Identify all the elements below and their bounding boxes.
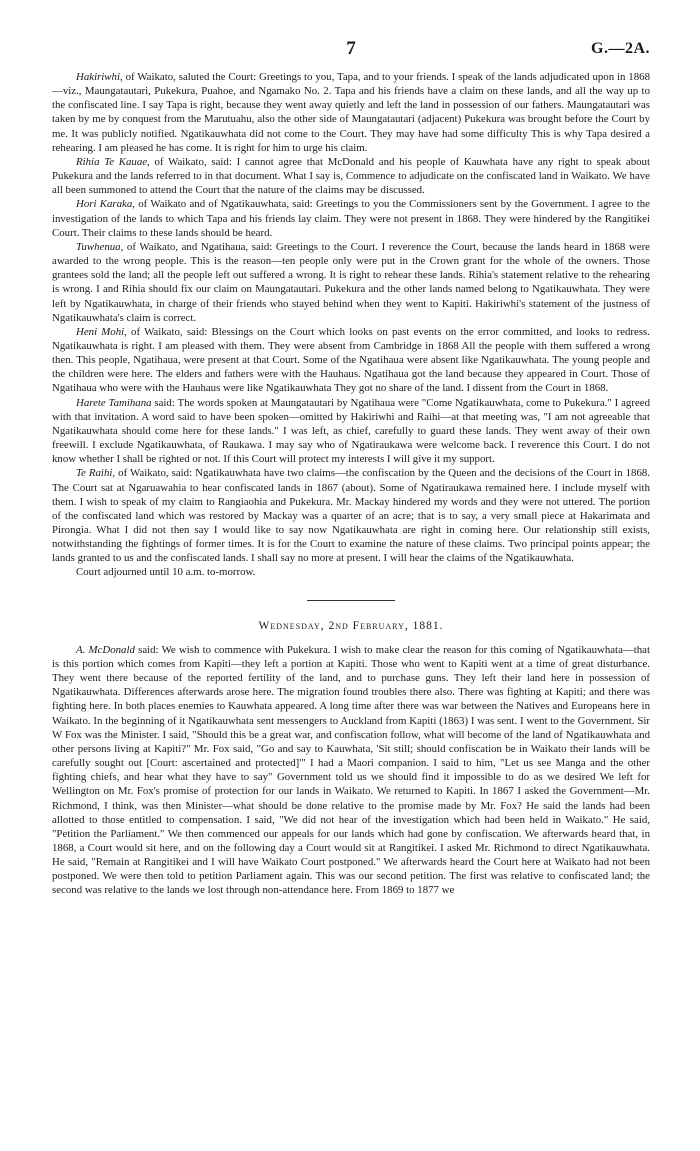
paragraph-text: said: The words spoken at Maungatautari by Ngatihaua were "Come Ngatikauwhata, come to Pukekura." I agreed with that invitation. A word said to have been spoken—omitted by Hakiriwhi and Raihi—at that meeting was, "I am not agreeable that Ngatikauwhata should come here for these lands." I was left, as chief, carefully to guard these lands. They went away of their own freewill. I exclude Ngatikauwhata, of Raukawa. I may say who of Ngatiraukawa were welcome back. I reverence this Court. I do not know whether I shall be righted or not. If this Court will protect my interests I will give it my support. [52, 396, 650, 466]
paragraph-mcdonald [52, 643, 650, 898]
paragraph-text: , of Waikato and of Ngatikauwhata, said: Greetings to you the Commissioners sent by the Government. I agree to the investigation of the lands to which Tapa and his friends lay claim. They were not present in 1868. They were hindered by the Rangitikei Court. Their claims to these lands should be heard. [52, 198, 650, 239]
paragraph-hori-karaka [52, 197, 650, 239]
section-divider [307, 600, 395, 601]
paragraph-harete [52, 396, 650, 467]
paragraph-text: , of Waikato, and Ngatihaua, said: Greetings to the Court. I reverence the Court, because the lands heard in 1868 were awarded to the wrong people. This is the reason—ten people only were put in the Crown grant for the whole of the owners. Those grantees sold the land; all the people left out suffered a wrong. It is right to rehear these lands. Rihia's statement relative to the rehearing is wrong. I and Rihia should fix our claim on Maungatautari. Pukekura and the other lands named belong to Ngatikauwhata. They were left by Ngatikauwhata, in charge of their friends who stayed behind when they went to Kapiti. Hakiriwhi's statement of the justness of Ngatikauwhata's claim is correct. [52, 240, 650, 324]
speaker-name: A. McDonald [76, 643, 135, 656]
paragraph-rihia [52, 155, 650, 197]
speaker-name: Rihia Te Kauae [76, 155, 148, 168]
page-header [52, 38, 650, 70]
speaker-name: Hakiriwhi [76, 71, 120, 83]
speaker-name: Hori Karaka [76, 198, 133, 211]
paragraph-text: , of Waikato, said: I cannot agree that McDonald and his people of Kauwhata have any right to speak about Pukekura and the lands referred to in that document. What I say is, Commence to adjudicate on the confiscated land in Waikato. We have all been summoned to attend the Court that the nature of the claims may be discussed. [52, 155, 650, 197]
paragraph-text: , of Waikato, saluted the Court: Greetings to you, Tapa, and to your friends. I speak of the lands adjudicated upon in 1868—viz., Maungatautari, Pukekura, Puahoe, and Ngamako No. 2. Tapa and his friends have a claim on these lands, and all the way up to the confiscated line. I say Tapa is right, because they went away quietly and left the land in possession of our fathers. Maungatautari was taken by me by conquest from the Marutuahu, also the other side of Maungatautari (adjacent) Pukekura was brought before the Court by me. It was publicly notified. Ngatikauwhata did not come to the Court. They may have had some difficulty This is why Tapa desired a rehearing. I am pleased he has come. It is right for him to urge his claim. [52, 71, 650, 154]
paragraph-text: , of Waikato, said: Ngatikauwhata have two claims—the confiscation by the Queen and the decisions of the Court in 1868. The Court sat at Ngaruawahia to hear confiscated lands in 1867 (about). Some of Ngatiraukawa remained here. I include myself with them. I wish to speak of my claim to Rangiaohia and Pukekura. Mr. Mackay hindered my words and they were not uttered. The portion of the confiscated land which was restored by Mackay was a quarter of an acre; that is to say, a very small piece at Hakarimata and Pirongia. What I did not then say I would like to say now Ngatikauwhata are right in coming here. Our relationship still exists, notwithstanding the fightings of former times. It is for the Court to examine the nature of these claims. Two principal points appear; the lands granted to us and the confiscated lands. I shall say no more at present. I will hear the claims of the Ngatikauwhata. [52, 467, 650, 565]
speaker-name: Harete Tamihana [76, 396, 152, 409]
speaker-name: Tuwhenua [76, 240, 121, 253]
paragraph-text: said: We wish to commence with Pukekura. I wish to make clear the reason for this coming of Ngatikauwhata—that is this portion which comes from Kapiti—they left a portion at Kapiti. Those who went to Kapiti went at a time of great disturbance. They went there because of the reported fertility of the land, and to purchase guns. They left their land here in possession of Ngatikauwhata. Differences afterwards arose here. The migration found troubles there also. There was fighting at Kapiti; and there was fighting here. In both places enemies to Kauwhata appeared. A long time after there was war between the Natives and Europeans here in Waikato. In the beginning of it Ngatikauwhata sent messengers to Auckland from Kapiti (1863) I was sent. I went to the Government. Sir W Fox was the Minister. I said, "Should this be a great war, and confiscation follow, what will become of the land of Ngatikauwhata and other persons living at Kapiti?" Mr. Fox said, "Go and say to Kauwhata, 'Sit still; should confiscation be in Waikato their lands will be carefully sought out [Court: ascertained and protected]'" I had a Maori companion. I said to him, "Let us see Manga and the other fighting chiefs, and hear what they have to say" Government told us we should find it impossible to do as we desired We left for Wellington on Mr. Fox's promise of protection for our lands in Waikato. We returned to Kapiti. In 1867 I asked the Government—Mr. Richmond, I think, was then Minister—what should be done relative to the promise made by Mr. Fox? He said the lands had been allotted to those entitled to compensation. I said, "We did not hear of the investigation which had been held in Waikato." He said, "Petition the Parliament." We then commenced our appeals for our lands which had gone by confiscation. We afterwards heard that, in 1868, a Court would sit here, and on the following day a Court would sit at Rangitikei. I asked Mr. Richmond to direct Ngatikauwhata. He said, "Remain at Rangitikei and I will have Waikato Court postponed." We afterwards heard the Court here at Waikato had not been postponed. We were then told to petition Parliament again. This was our second petition. The first was relative to confiscated land; the second was relative to the lands we lost through non-attendance here. From 1869 to 1877 we [52, 643, 650, 897]
page-number: 7 [346, 38, 356, 59]
paragraph-te-raihi [52, 466, 650, 565]
paragraph-tuwhenua [52, 240, 650, 325]
paragraph-hakiriwhi [52, 70, 650, 155]
adjournment-note: Court adjourned until 10 a.m. to-morrow. [76, 566, 256, 579]
date-heading: Wednesday, 2nd February, 1881. [258, 619, 444, 632]
document-reference: G.—2A. [591, 40, 650, 57]
paragraph-text: , of Waikato, said: Blessings on the Court which looks on past events on the error committed, and looks to redress. Ngatikauwhata is right. I am pleased with them. They were absent from Cambridge in 1868 All the people with them suffered a wrong then. This people, Ngatihaua, were present at that Court. Some of the Ngatihaua were absent like Ngatikauwhata. The young people and the children were here. The elders and fathers were with the Hauhaus. Ngatihaua got the land because they appeared in Court. Those of Ngatihaua who were with the Hauhaus were like Ngatikauwhata They got no share of the land. I dissent from the Court in 1868. [52, 325, 650, 395]
speaker-name: Heni Mohi [76, 325, 125, 338]
paragraph-heni-mohi [52, 325, 650, 396]
body-text [52, 70, 650, 898]
speaker-name: Te Raihi [76, 467, 113, 480]
